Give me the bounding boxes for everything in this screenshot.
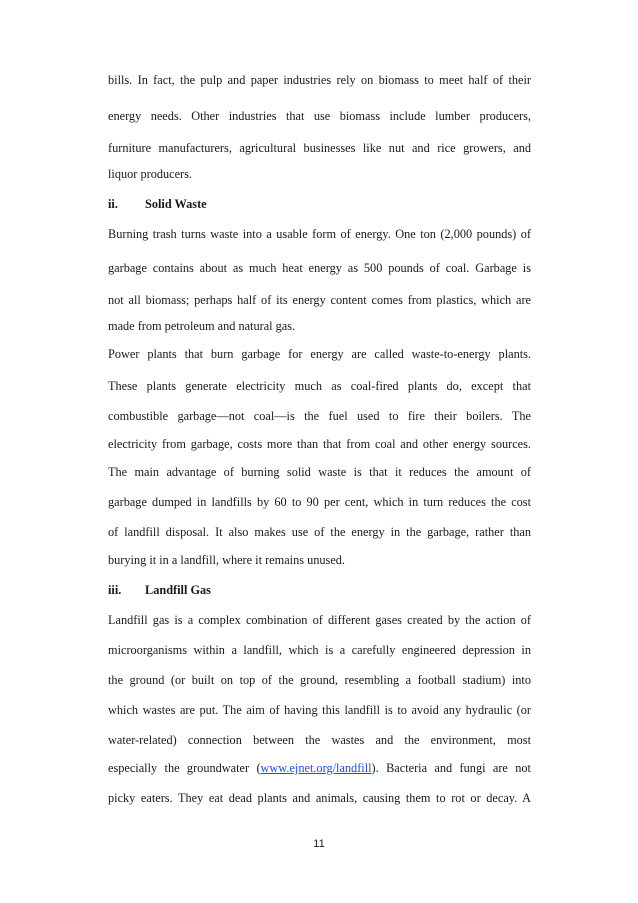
text-line: the ground (or built on top of the ground, resembling a football stadium) into bbox=[108, 673, 531, 687]
text-line: electricity from garbage, costs more than that from coal and other energy sources. bbox=[108, 437, 531, 451]
text-line: energy needs. Other industries that use biomass include lumber producers, bbox=[108, 109, 531, 123]
text-span: ). Bacteria and fungi are not bbox=[371, 761, 531, 775]
text-line: not all biomass; perhaps half of its energy content comes from plastics, which are bbox=[108, 293, 531, 307]
text-line: liquor producers. bbox=[108, 167, 193, 181]
text-line: These plants generate electricity much as coal-fired plants do, except that bbox=[108, 379, 531, 393]
landfill-link[interactable]: www.ejnet.org/landfill bbox=[260, 761, 372, 775]
text-line: made from petroleum and natural gas. bbox=[108, 319, 296, 333]
text-line: Landfill gas is a complex combination of different gases created by the action of bbox=[108, 613, 531, 627]
section-heading-solid-waste bbox=[108, 196, 207, 212]
text-line: microorganisms within a landfill, which is a carefully engineered depression in bbox=[108, 643, 531, 657]
page-number: 11 bbox=[313, 838, 325, 850]
text-line: picky eaters. They eat dead plants and animals, causing them to rot or decay. A bbox=[108, 791, 531, 805]
text-line: which wastes are put. The aim of having this landfill is to avoid any hydraulic (or bbox=[108, 703, 531, 717]
text-line: The main advantage of burning solid waste is that it reduces the amount of bbox=[108, 465, 531, 479]
text-line: garbage contains about as much heat energy as 500 pounds of coal. Garbage is bbox=[108, 261, 531, 275]
section-heading-landfill-gas bbox=[108, 582, 211, 598]
text-line-with-link bbox=[108, 760, 531, 776]
text-line: Power plants that burn garbage for energy are called waste-to-energy plants. bbox=[108, 347, 531, 361]
text-line: of landfill disposal. It also makes use of the energy in the garbage, rather than bbox=[108, 525, 531, 539]
text-line: water-related) connection between the wastes and the environment, most bbox=[108, 733, 531, 747]
section-number: iii. bbox=[108, 583, 122, 597]
text-line: furniture manufacturers, agricultural businesses like nut and rice growers, and bbox=[108, 141, 531, 155]
text-span: especially the groundwater ( bbox=[108, 761, 261, 775]
text-line: garbage dumped in landfills by 60 to 90 per cent, which in turn reduces the cost bbox=[108, 495, 531, 509]
text-line: combustible garbage—not coal—is the fuel used to fire their boilers. The bbox=[108, 409, 531, 423]
section-title: Landfill Gas bbox=[145, 583, 211, 597]
text-line: Burning trash turns waste into a usable form of energy. One ton (2,000 pounds) of bbox=[108, 227, 531, 241]
text-line: burying it in a landfill, where it remains unused. bbox=[108, 553, 346, 567]
section-number: ii. bbox=[108, 197, 118, 211]
text-line: bills. In fact, the pulp and paper industries rely on biomass to meet half of their bbox=[108, 73, 531, 87]
section-title: Solid Waste bbox=[145, 197, 207, 211]
